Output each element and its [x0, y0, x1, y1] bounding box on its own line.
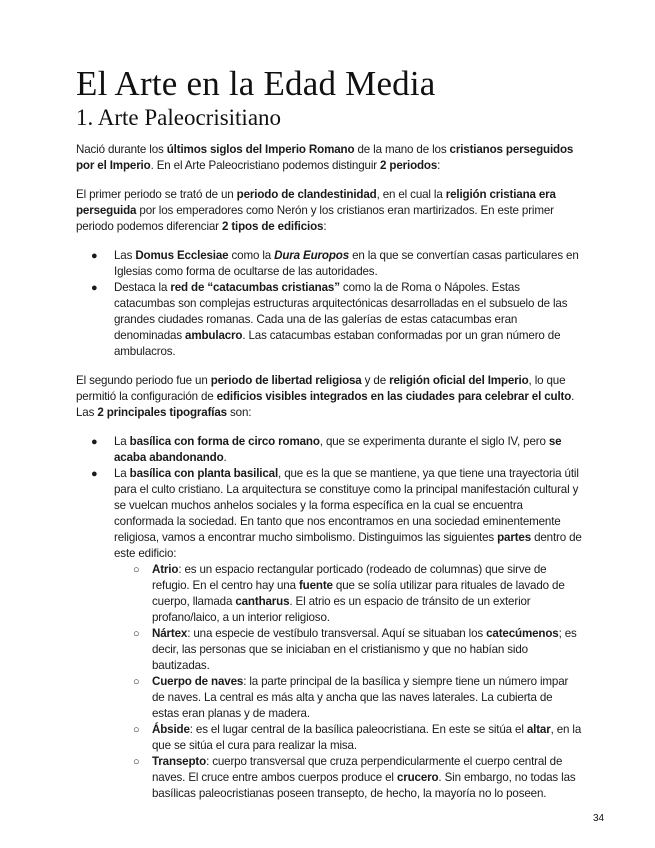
- list-item: [76, 466, 582, 802]
- intro-paragraph: Nació durante los últimos siglos del Imperio Romano de la mano de los cristianos perseguidos por el Imperio. En el Arte Paleocristiano podemos distinguir 2 periodos:: [76, 143, 574, 172]
- list-item-text: La basílica con planta basilical, que es la que se mantiene, ya que tiene una trayectoria útil para el culto cristiano. La arquitectura se constituye como la principal manifestación cultural y se vuelcan muchos anhelos sociales y la forma específica en la cual se encuentra conformada la sociedad. En tanto que nos encontramos en una sociedad eminentemente religiosa, vamos a encontrar mucho simbolismo. Distinguimos las siguientes partes dentro de este edificio:: [114, 467, 582, 560]
- sublist-item-text: Ábside: es el lugar central de la basílica paleocristiana. En este se sitúa el altar, en la que se sitúa el cura para realizar la misa.: [152, 723, 582, 752]
- document-page: [76, 64, 582, 815]
- sublist-item: [114, 722, 582, 754]
- page-title: El Arte en la Edad Media: [76, 64, 436, 103]
- first-period-paragraph: El primer periodo se trató de un periodo de clandestinidad, en el cual la religión cristiana era perseguida por los emperadores como Nerón y los cristianos eran martirizados. En este primer periodo podemos diferenciar 2 tipos de edificios:: [76, 188, 556, 233]
- sublist-item-text: Transepto: cuerpo transversal que cruza perpendicularmente el cuerpo central de naves. El cruce entre ambos cuerpos produce el crucero. Sin embargo, no todas las basílicas paleocristianas poseen transepto, de hecho, la mayoría no lo poseen.: [152, 755, 576, 800]
- sub-bullet-icon: ○: [133, 676, 140, 688]
- sublist-item: [114, 754, 582, 802]
- sublist-item: [114, 674, 582, 722]
- sublist-item-text: Cuerpo de naves: la parte principal de la basílica y siempre tiene un número impar de naves. La central es más alta y ancha que las naves laterales. La cubierta de estas eran planas y de madera.: [152, 675, 569, 720]
- bullet-icon: ●: [91, 250, 98, 262]
- section-title: 1. Arte Paleocrisitiano: [76, 105, 282, 130]
- list-item: [76, 248, 582, 280]
- list-item: [76, 434, 582, 466]
- sublist-item: [114, 562, 582, 626]
- first-period-list: [76, 248, 582, 360]
- sublist-item-text: Atrio: es un espacio rectangular porticado (rodeado de columnas) que sirve de refugio. En el centro hay una fuente que se solía utilizar para rituales de lavado de cuerpo, llamada cantharus. El atrio es un espacio de tránsito de un exterior profano/laico, a un interior religioso.: [152, 563, 565, 624]
- page-number: 34: [593, 813, 605, 824]
- sublist-item: [114, 626, 582, 674]
- sub-bullet-icon: ○: [133, 756, 140, 768]
- list-item-text: La basílica con forma de circo romano, que se experimenta durante el siglo IV, pero se acaba abandonando.: [114, 435, 562, 464]
- sub-bullet-icon: ○: [133, 628, 140, 640]
- bullet-icon: ●: [91, 282, 98, 294]
- bullet-icon: ●: [91, 468, 98, 480]
- list-item-text: Destaca la red de “catacumbas cristianas” como la de Roma o Nápoles. Estas catacumbas son complejas estructuras arquitectónicas desarrolladas en el subsuelo de las grandes ciudades romanas. Cada una de las galerías de estas catacumbas eran denominadas ambulacro. Las catacumbas estaban conformadas por un gran número de ambulacros.: [114, 281, 568, 358]
- second-period-paragraph: El segundo periodo fue un periodo de libertad religiosa y de religión oficial del Imperio, lo que permitió la configuración de edificios visibles integrados en las ciudades para celebrar el culto. Las 2 principales tipografías son:: [76, 374, 575, 419]
- sub-bullet-icon: ○: [133, 724, 140, 736]
- sub-bullet-icon: ○: [133, 564, 140, 576]
- list-item: [76, 280, 582, 360]
- bullet-icon: ●: [91, 436, 98, 448]
- basilica-parts-list: [114, 562, 582, 802]
- list-item-text: Las Domus Ecclesiae como la Dura Europos en la que se convertían casas particulares en Iglesias como forma de ocultarse de las autoridades.: [114, 249, 579, 278]
- sublist-item-text: Nártex: una especie de vestíbulo transversal. Aquí se situaban los catecúmenos; es decir, las personas que se iniciaban en el cristianismo y que no habían sido bautizadas.: [152, 627, 577, 672]
- second-period-list: [76, 434, 582, 802]
